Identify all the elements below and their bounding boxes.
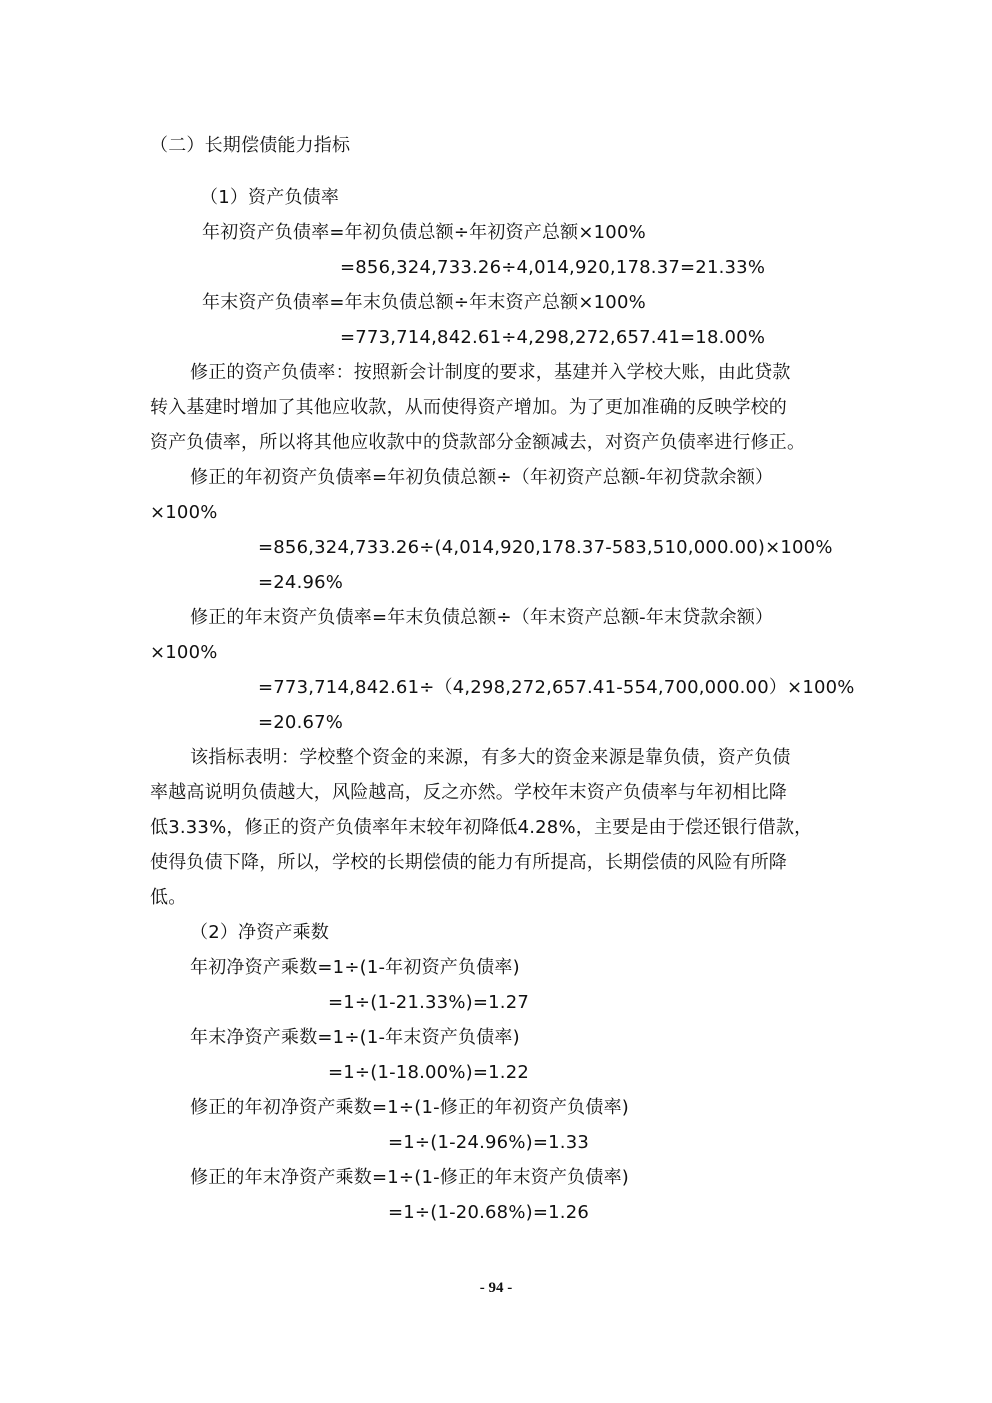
formula-opening-debt-ratio: 年初资产负债率=年初负债总额÷年初资产总额×100% xyxy=(202,222,646,243)
formula-corrected-closing-tail: ×100% xyxy=(150,642,218,663)
paragraph-line: 转入基建时增加了其他应收款，从而使得资产增加。为了更加准确的反映学校的 xyxy=(150,397,787,418)
paragraph-line: 使得负债下降，所以，学校的长期偿债的能力有所提高，长期偿债的风险有所降 xyxy=(150,852,787,873)
formula-corrected-opening-multiplier: 修正的年初净资产乘数=1÷(1-修正的年初资产负债率) xyxy=(190,1097,630,1118)
formula-closing-debt-ratio-value: =773,714,842.61÷4,298,272,657.41=18.00% xyxy=(340,327,766,348)
paragraph-line: 该指标表明：学校整个资金的来源，有多大的资金来源是靠负债，资产负债 xyxy=(190,747,791,768)
formula-corrected-opening-result: =24.96% xyxy=(258,572,344,593)
formula-corrected-opening-tail: ×100% xyxy=(150,502,218,523)
formula-opening-multiplier-value: =1÷(1-21.33%)=1.27 xyxy=(328,992,530,1013)
section-title: （二）长期偿债能力指标 xyxy=(150,135,351,156)
paragraph-line: 率越高说明负债越大，风险越高，反之亦然。学校年末资产负债率与年初相比降 xyxy=(150,782,787,803)
formula-closing-multiplier-value: =1÷(1-18.00%)=1.22 xyxy=(328,1062,530,1083)
formula-corrected-closing-debt-ratio: 修正的年末资产负债率=年末负债总额÷（年末资产总额-年末贷款余额） xyxy=(190,607,774,628)
formula-opening-debt-ratio-value: =856,324,733.26÷4,014,920,178.37=21.33% xyxy=(340,257,766,278)
formula-corrected-closing-calc: =773,714,842.61÷（4,298,272,657.41-554,700,000.00）×100% xyxy=(258,677,855,698)
formula-corrected-opening-multiplier-value: =1÷(1-24.96%)=1.33 xyxy=(388,1132,590,1153)
paragraph-line: 低。 xyxy=(150,887,187,908)
formula-corrected-opening-calc: =856,324,733.26÷(4,014,920,178.37-583,510,000.00)×100% xyxy=(258,537,833,558)
paragraph-line: 低3.33%，修正的资产负债率年末较年初降低4.28%，主要是由于偿还银行借款， xyxy=(150,817,813,838)
subsection-title-debt-ratio: （1）资产负债率 xyxy=(200,187,340,208)
paragraph-line: 资产负债率，所以将其他应收款中的贷款部分金额减去，对资产负债率进行修正。 xyxy=(150,432,806,453)
formula-corrected-closing-multiplier-value: =1÷(1-20.68%)=1.26 xyxy=(388,1202,590,1223)
formula-closing-multiplier: 年末净资产乘数=1÷(1-年末资产负债率) xyxy=(190,1027,520,1048)
formula-corrected-closing-multiplier: 修正的年末净资产乘数=1÷(1-修正的年末资产负债率) xyxy=(190,1167,630,1188)
paragraph-line: 修正的资产负债率：按照新会计制度的要求，基建并入学校大账，由此贷款 xyxy=(190,362,791,383)
subsection-title-equity-multiplier: （2）净资产乘数 xyxy=(190,922,330,943)
formula-corrected-closing-result: =20.67% xyxy=(258,712,344,733)
formula-closing-debt-ratio: 年末资产负债率=年末负债总额÷年末资产总额×100% xyxy=(202,292,646,313)
formula-corrected-opening-debt-ratio: 修正的年初资产负债率=年初负债总额÷（年初资产总额-年初贷款余额） xyxy=(190,467,774,488)
formula-opening-multiplier: 年初净资产乘数=1÷(1-年初资产负债率) xyxy=(190,957,520,978)
page-number: - 94 - xyxy=(479,1280,513,1296)
